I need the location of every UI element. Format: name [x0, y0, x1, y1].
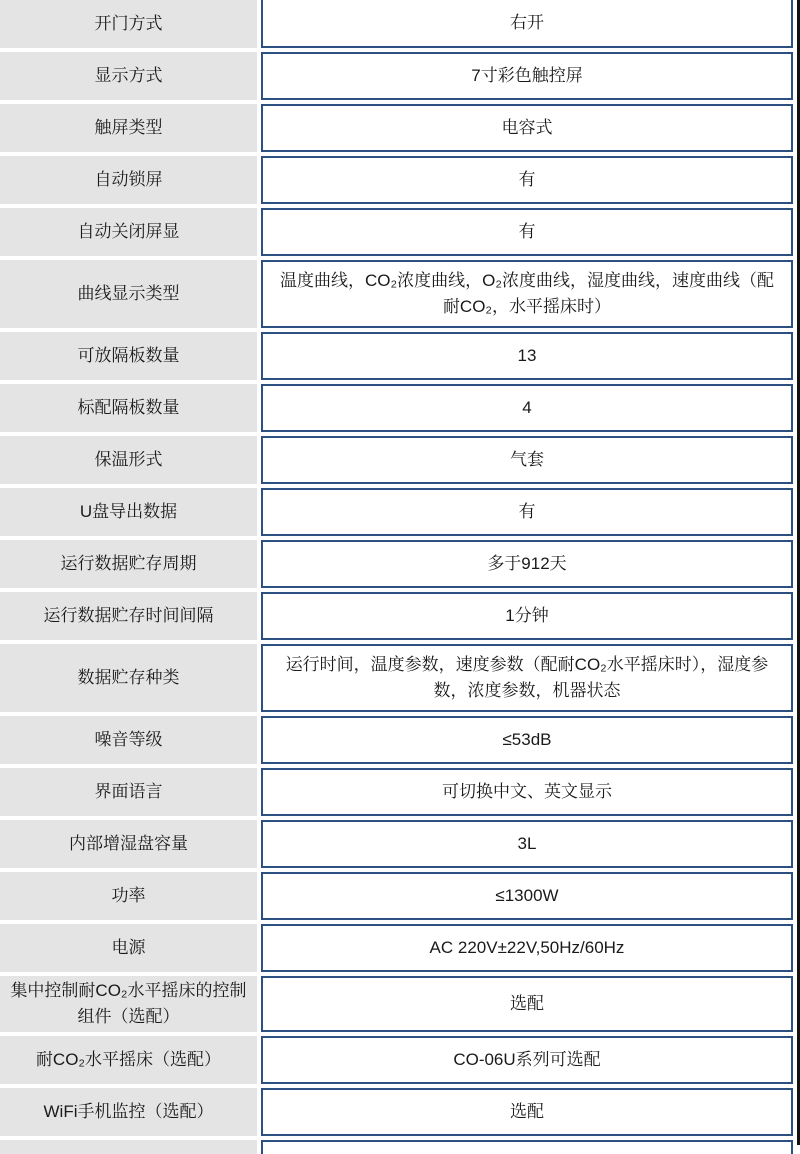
spec-value-cell: [261, 924, 793, 972]
spec-label-cell: [0, 1140, 257, 1154]
spec-value-cell: [261, 768, 793, 816]
table-row: [0, 924, 793, 972]
table-row: [0, 1036, 793, 1084]
spec-value-cell: [261, 436, 793, 484]
spec-value: 右开: [510, 13, 544, 32]
spec-value-cell: [261, 332, 793, 380]
spec-label-cell: [0, 384, 257, 432]
spec-label: 显示方式: [94, 66, 163, 85]
spec-value: 4: [522, 398, 532, 417]
table-row: [0, 384, 793, 432]
spec-value-cell: [261, 488, 793, 536]
table-row: [0, 208, 793, 256]
spec-value-cell: [261, 1036, 793, 1084]
spec-value-cell: [261, 644, 793, 712]
spec-value-cell: [261, 540, 793, 588]
spec-value: AC 220V±22V,50Hz/60Hz: [429, 938, 625, 957]
spec-value: 温度曲线，CO₂浓度曲线，O₂浓度曲线，湿度曲线，速度曲线（配耐CO₂，水平摇床时）: [280, 271, 774, 316]
table-row: [0, 644, 793, 712]
spec-value: 3L: [517, 834, 537, 853]
spec-value-cell: [261, 820, 793, 868]
spec-value-cell: [261, 52, 793, 100]
spec-label: 曲线显示类型: [77, 284, 180, 303]
spec-label-cell: [0, 976, 257, 1032]
spec-value-cell: [261, 872, 793, 920]
spec-value: CO-06U系列可选配: [453, 1050, 601, 1069]
spec-label: 自动锁屏: [94, 170, 163, 189]
spec-value: 有: [518, 170, 536, 189]
table-row: [0, 768, 793, 816]
spec-label-cell: [0, 52, 257, 100]
spec-label: 功率: [111, 886, 146, 905]
spec-label-cell: [0, 924, 257, 972]
spec-label: 运行数据贮存时间间隔: [43, 606, 214, 625]
spec-label: 自动关闭屏显: [77, 222, 180, 241]
spec-value-cell: [261, 976, 793, 1032]
partial-next-row: [0, 1140, 793, 1154]
table-row: [0, 0, 793, 48]
spec-label: 电源: [111, 938, 146, 957]
spec-label-cell: [0, 1088, 257, 1136]
table-row: [0, 52, 793, 100]
spec-value: 电容式: [501, 118, 553, 137]
spec-label: 触屏类型: [94, 118, 163, 137]
spec-value: 运行时间，温度参数，速度参数（配耐CO₂水平摇床时），湿度参数，浓度参数，机器状态: [285, 655, 769, 700]
spec-value-cell: [261, 592, 793, 640]
spec-label: 噪音等级: [94, 730, 163, 749]
spec-value: 选配: [510, 994, 544, 1013]
spec-label-cell: [0, 436, 257, 484]
spec-value: 有: [518, 222, 536, 241]
spec-label-cell: [0, 644, 257, 712]
spec-label-cell: [0, 208, 257, 256]
spec-value: 气套: [510, 450, 544, 469]
spec-label: 可放隔板数量: [77, 346, 180, 365]
spec-label-cell: [0, 1036, 257, 1084]
spec-label-cell: [0, 768, 257, 816]
spec-label-cell: [0, 260, 257, 328]
spec-value: ≤1300W: [495, 886, 559, 905]
table-row: [0, 872, 793, 920]
spec-label-cell: [0, 332, 257, 380]
spec-value: 可切换中文、英文显示: [442, 782, 612, 801]
table-row: [0, 260, 793, 328]
table-row: [0, 820, 793, 868]
table-row: [0, 1088, 793, 1136]
spec-label: U盘导出数据: [79, 502, 178, 521]
spec-value-cell: [261, 1140, 793, 1154]
spec-value-cell: [261, 0, 793, 48]
spec-value-cell: [261, 384, 793, 432]
spec-value-cell: [261, 716, 793, 764]
spec-value-cell: [261, 1088, 793, 1136]
table-row: [0, 976, 793, 1032]
spec-label: 开门方式: [94, 14, 163, 33]
spec-label-cell: [0, 820, 257, 868]
spec-label: 保温形式: [94, 450, 163, 469]
spec-label: 数据贮存种类: [77, 668, 180, 687]
spec-value: 13: [517, 346, 537, 365]
table-row: [0, 716, 793, 764]
spec-label: 集中控制耐CO₂水平摇床的控制组件（选配）: [10, 981, 247, 1026]
table-row: [0, 540, 793, 588]
table-row: [0, 104, 793, 152]
spec-label: 耐CO₂水平摇床（选配）: [35, 1050, 222, 1069]
spec-label: 内部增湿盘容量: [69, 834, 188, 853]
spec-label-cell: [0, 872, 257, 920]
spec-value: 1分钟: [505, 606, 549, 625]
spec-label: 标配隔板数量: [77, 398, 180, 417]
spec-label-cell: [0, 540, 257, 588]
spec-label-cell: [0, 156, 257, 204]
spec-label: 界面语言: [94, 782, 163, 801]
table-row: [0, 592, 793, 640]
spec-label: 运行数据贮存周期: [60, 554, 197, 573]
spec-value: 多于912天: [487, 554, 567, 573]
table-row: [0, 488, 793, 536]
spec-label-cell: [0, 0, 257, 48]
spec-label-cell: [0, 592, 257, 640]
table-row: [0, 332, 793, 380]
spec-label: WiFi手机监控（选配）: [43, 1102, 214, 1121]
table-row: [0, 156, 793, 204]
spec-value: 有: [518, 502, 536, 521]
spec-label-cell: [0, 716, 257, 764]
spec-value: 选配: [510, 1102, 544, 1121]
spec-value: ≤53dB: [502, 730, 552, 749]
spec-value-cell: [261, 104, 793, 152]
spec-value-cell: [261, 260, 793, 328]
spec-value: 7寸彩色触控屏: [471, 66, 583, 85]
spec-label-cell: [0, 104, 257, 152]
spec-label-cell: [0, 488, 257, 536]
table-row: [0, 436, 793, 484]
spec-value-cell: [261, 156, 793, 204]
spec-value-cell: [261, 208, 793, 256]
